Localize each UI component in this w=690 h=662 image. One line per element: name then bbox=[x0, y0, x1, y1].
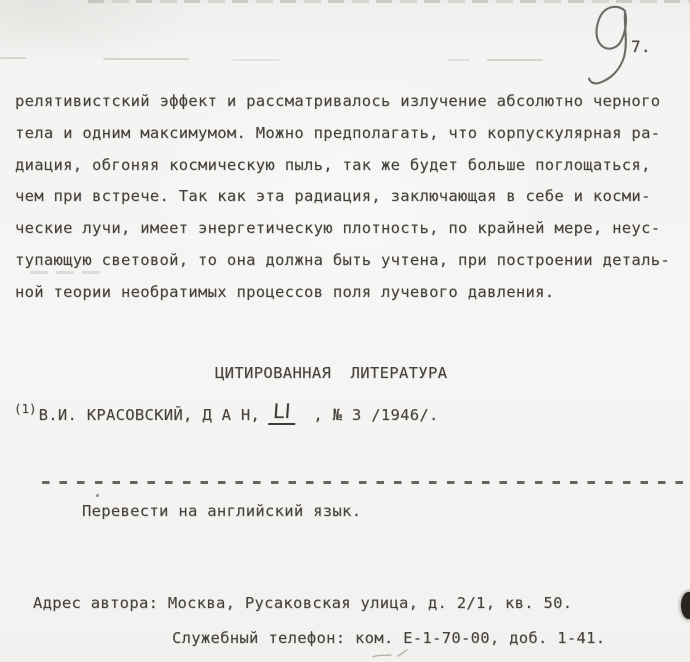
paragraph-line: чем при встрече. Так как эта радиация, заключающая в себе и косми- bbox=[15, 187, 651, 206]
translation-note: Перевести на английский язык. bbox=[82, 502, 362, 520]
paragraph-line: ческие лучи, имеет энергетическую плотность, по крайней мере, неус- bbox=[15, 219, 661, 238]
body-paragraph bbox=[15, 86, 683, 309]
author-address-line: Адрес автора: Москва, Русаковская улица, д. 2/1, кв. 50. bbox=[33, 594, 573, 612]
citation-author: В.И. КРАСОВСКИЙ, Д А Н, bbox=[38, 406, 261, 424]
paragraph-line: ной теории необратимых процессов поля лучевого давления. bbox=[15, 282, 555, 301]
page-number: 7. bbox=[631, 37, 651, 56]
paragraph-line: тела и одним максимумом. Можно предполагать, что корпускулярная ра- bbox=[15, 123, 661, 142]
faint-ruled-line-segment bbox=[448, 59, 470, 61]
dashed-separator bbox=[42, 481, 690, 484]
paragraph-line: тупающую световой, то она должна быть учтена, при построении деталь- bbox=[15, 250, 670, 269]
faint-ruled-line-segment bbox=[487, 59, 543, 61]
citation-marker: (1) bbox=[14, 401, 37, 416]
faint-ruled-line-segment bbox=[103, 58, 189, 60]
paragraph-line: релятивистский эффект и рассматривалось излучение абсолютно черного bbox=[15, 92, 661, 110]
punch-hole-mark bbox=[681, 592, 690, 619]
paper-speck bbox=[96, 494, 99, 497]
citation-entry bbox=[14, 399, 439, 427]
paragraph-line: диация, обгоняя космическую пыль, так же будет больше поглощаться, bbox=[15, 155, 651, 174]
pencil-smudge bbox=[370, 648, 422, 660]
office-phone-line: Служебный телефон: ком. Е-1-70-00, доб. 1-41. bbox=[172, 629, 606, 647]
ink-bleed-smudge bbox=[30, 271, 106, 274]
bibliography-heading: ЦИТИРОВАННАЯ ЛИТЕРАТУРА bbox=[215, 364, 448, 382]
citation-volume-handwritten: LI bbox=[268, 401, 296, 425]
faint-ruled-line-segment bbox=[232, 59, 280, 61]
faint-ruled-line-segment bbox=[0, 57, 26, 59]
citation-issue: , № 3 /1946/. bbox=[303, 406, 439, 424]
